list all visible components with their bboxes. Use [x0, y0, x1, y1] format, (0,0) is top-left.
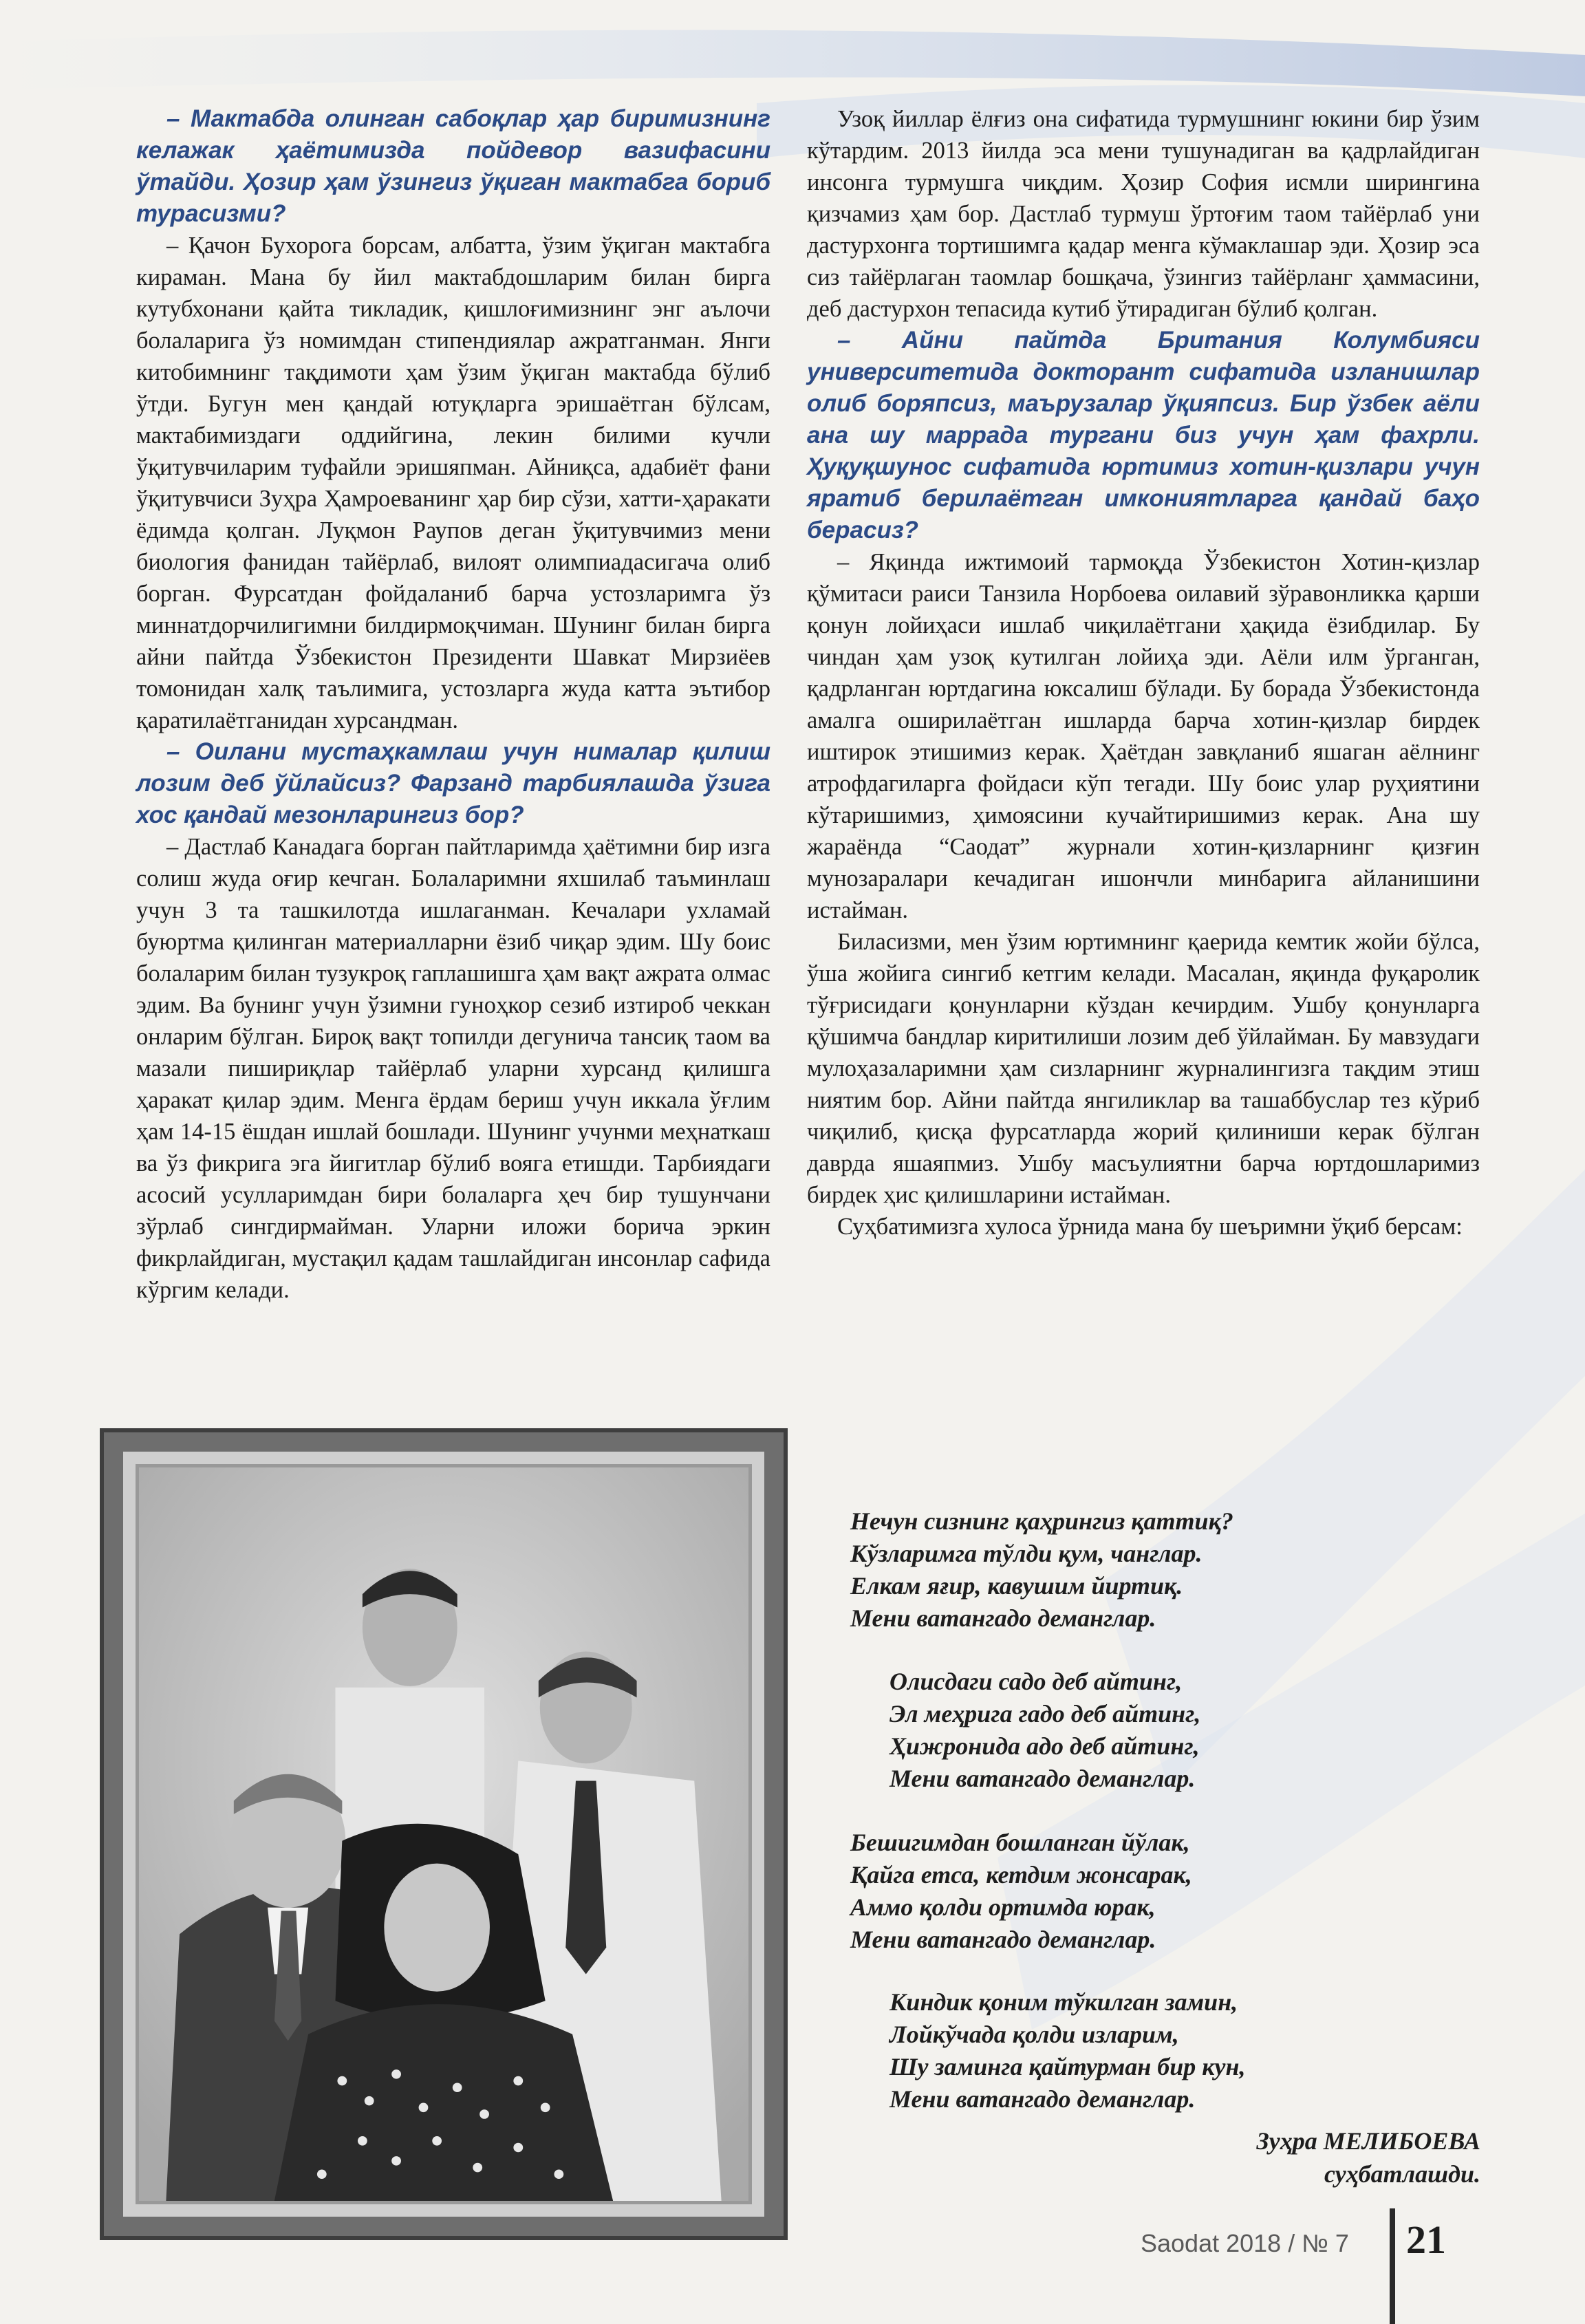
question-paragraph: – Оилани мустаҳкамлаш учун нималар қилиш лозим деб ўйлайсиз? Фарзанд тарбиялашда ўзига хос қандай мезонларингиз бор?: [136, 738, 770, 828]
poem-line: Киндик қоним тўкилган замин,: [889, 1988, 1238, 2016]
author-name: Зуҳра МЕЛИБОЕВА: [1256, 2127, 1480, 2155]
journal-issue: Saodat 2018 / № 7: [1141, 2229, 1349, 2257]
poem-stanza: [850, 1505, 1233, 1635]
question-paragraph: – Мактабда олинган сабоқлар ҳар биримизнинг келажак ҳаётимизда пойдевор вазифасини ўтайди. Ҳозир ҳам ўзингиз ўқиган мактабга бориб турасизми?: [136, 105, 770, 227]
question-paragraph: – Айни пайтда Британия Колумбияси университетида докторант сифатида изланишлар олиб боряпсиз, маърузалар ўқияпсиз. Бир ўзбек аёли ана шу маррада тургани биз учун ҳам фахрли. Ҳуқуқшунос сифатида юртимиз хотин-қизлари учун яратиб берилаётган имкониятларга қандай баҳо берасиз?: [807, 327, 1480, 544]
poem-line: Кўзларимга тўлди қум, чанглар.: [850, 1540, 1203, 1567]
poem-line: Олисдаги садо деб айтинг,: [889, 1668, 1183, 1695]
right-column: [807, 103, 1480, 1242]
answer-paragraph: – Дастлаб Канадага борган пайтларимда ҳаётимни бир изга солиш жуда оғир кечган. Болаларимни яхшилаб таъминлаш учун 3 та ташкилотда ишлаганман. Кечалари ухламай буюртма қилинган материалларни ёзиб чиқар эдим. Шу боис болаларим билан тузукроқ гаплашишга ҳам вақт ажрата олмас эдим. Ва бунинг учун ўзимни гуноҳкор сезиб изтироб чеккан онларим бўлган. Бироқ вақт топилди дегунича тансиқ таом ва мазали пишириқлар тайёрлаб уларни хурсанд қилишга ҳаракат қилар эдим. Менга ёрдам бериш учун иккала ўғлим ҳам 14-15 ёшдан ишлай бошлади. Шунинг учунми меҳнаткаш ва ўз фикрига эга йигитлар бўлиб вояга етишди. Тарбиядаги асосий усулларимдан бири болаларга ҳеч бир тушунчани зўрлаб сингдирмайман. Уларни иложи борича эркин фикрлайдиган, мустақил қадам ташлайдиган инсонлар сафида кўргим келади.: [136, 834, 770, 1303]
family-portrait-photo: [139, 1467, 748, 2201]
poem-line: Мени ватангадо деманглар.: [889, 2085, 1196, 2113]
footer-divider: [1390, 2208, 1395, 2324]
answer-paragraph: – Яқинда ижтимоий тармоқда Ўзбекистон Хотин-қизлар қўмитаси раиси Танзила Норбоева оилавий зўравонликка қарши қонун лойиҳаси ишлаб чиқилаётгани ҳақида ёзибдилар. Бу чиндан ҳам узоқ кутилган лойиҳа эди. Аёли илм ўрганган, қадрланган юртдагина юксалиш бўлади. Бу борада Ўзбекистонда амалга оширилаётган ишларда барча хотин-қизлар бирдек иштирок этишимиз керак. Ҳаётдан завқланиб яшаган аёлнинг атрофдагиларга фойдаси кўп тегади. Шу боис улар руҳиятини кўтаришимиз, ҳимоясини кучайтиришимиз керак. Ана шу жараёнда “Саодат” журнали хотин-қизларнинг қизғин мунозаралари кечадиган ишончли минбарига айланишини истайман.: [807, 549, 1480, 923]
poem-line: Қайга етса, кетдим жонсарак,: [850, 1861, 1192, 1889]
poem-line: Елкам яғир, кавушим йиртиқ.: [850, 1572, 1183, 1600]
poem-line: Шу заминга қайтурман бир кун,: [889, 2053, 1246, 2080]
answer-paragraph: – Қачон Бухорога борсам, албатта, ўзим ўқиган мактабга кираман. Мана бу йил мактабдошларим билан бирга кутубхонани қайта тикладик, қишлоғимизнинг энг аълочи болаларига ўз номимдан стипендиялар ажратганман. Янги китобимнинг тақдимоти ҳам ўзим ўқиган мактабда бўлиб ўтди. Бугун мен қандай ютуқларга эришаётган бўлсам, мактабимиздаги оддийгина, лекин билими кучли ўқитувчиларим туфайли эришяпман. Айниқса, адабиёт фани ўқитувчиси Зуҳра Ҳамроеванинг ҳар бир сўзи, хатти-ҳаракати ёдимда қолган. Луқмон Раупов деган ўқитувчимиз мени биология фанидан тайёрлаб, вилоят олимпиадасигача олиб борган. Фурсатдан фойдаланиб барча устозларимга ўз миннатдорчилигимни билдирмоқчиман. Шунинг билан бирга айни пайтда Ўзбекистон Президенти Шавкат Мирзиёев томонидан халқ таълимига, устозларга жуда катта эътибор қаратилаётганидан хурсандман.: [136, 233, 770, 733]
poem-line: Лойкўчада қолди изларим,: [889, 2021, 1179, 2048]
left-column: [136, 103, 770, 1306]
poem-line: Мени ватангадо деманглар.: [850, 1604, 1156, 1632]
poem-line: Ҳижронида адо деб айтинг,: [889, 1732, 1200, 1760]
poem-stanza: [850, 1827, 1192, 1956]
poem-stanza: [889, 1986, 1245, 2116]
poem-line: Нечун сизнинг қаҳрингиз қаттиқ?: [850, 1507, 1233, 1535]
family-photo-frame: [100, 1428, 788, 2240]
poem-line: Эл меҳрига гадо деб айтинг,: [889, 1700, 1201, 1728]
author-role: суҳбатлашди.: [1324, 2160, 1480, 2188]
answer-paragraph: Суҳбатимизга хулоса ўрнида мана бу шеъримни ўқиб берсам:: [837, 1214, 1463, 1240]
poem-line: Аммо қолди ортимда юрак,: [850, 1893, 1156, 1921]
page-number: 21: [1406, 2217, 1446, 2262]
answer-paragraph: Биласизми, мен ўзим юртимнинг қаерида кемтик жойи бўлса, ўша жойига сингиб кетгим келади. Масалан, яқинда фуқаролик тўғрисидаги қонунларни кўздан кечирдим. Ушбу қонунларга қўшимча бандлар киритилиши лозим деб ўйлайман. Бу мавзудаги мулоҳазаларимни ҳам сизларнинг журналингизга тақдим этиш ниятим бор. Айни пайтда янгиликлар ва ташаббуслар тез кўриб чиқилиб, қисқа фурсатларда жорий қилиниши керак бўлган даврда яшаяпмиз. Ушбу масъулиятни барча юртдошларимиз бирдек ҳис қилишларини истайман.: [807, 929, 1480, 1208]
poem-line: Мени ватангадо деманглар.: [889, 1765, 1196, 1792]
answer-paragraph: Узоқ йиллар ёлғиз она сифатида турмушнинг юкини бир ўзим кўтардим. 2013 йилда эса мени тушунадиган ва қадрлайдиган инсонга турмушга чиқдим. Ҳозир София исмли ширингина қизчамиз ҳам бор. Дастлаб турмуш ўртоғим таом тайёрлаб уни дастурхонга тортишимга қадар менга кўмаклашар эди. Ҳозир эса сиз тайёрлаган таомлар бошқача, ўзингиз тайёрланг ҳаммасини, деб дастурхон тепасида кутиб ўтирадиган бўлиб қолган.: [807, 106, 1480, 322]
poem-stanza: [889, 1666, 1200, 1795]
poem-line: Бешигимдан бошланган йўлак,: [850, 1829, 1190, 1856]
poem-line: Мени ватангадо деманглар.: [850, 1926, 1156, 1953]
author-signature: [1256, 2124, 1480, 2191]
